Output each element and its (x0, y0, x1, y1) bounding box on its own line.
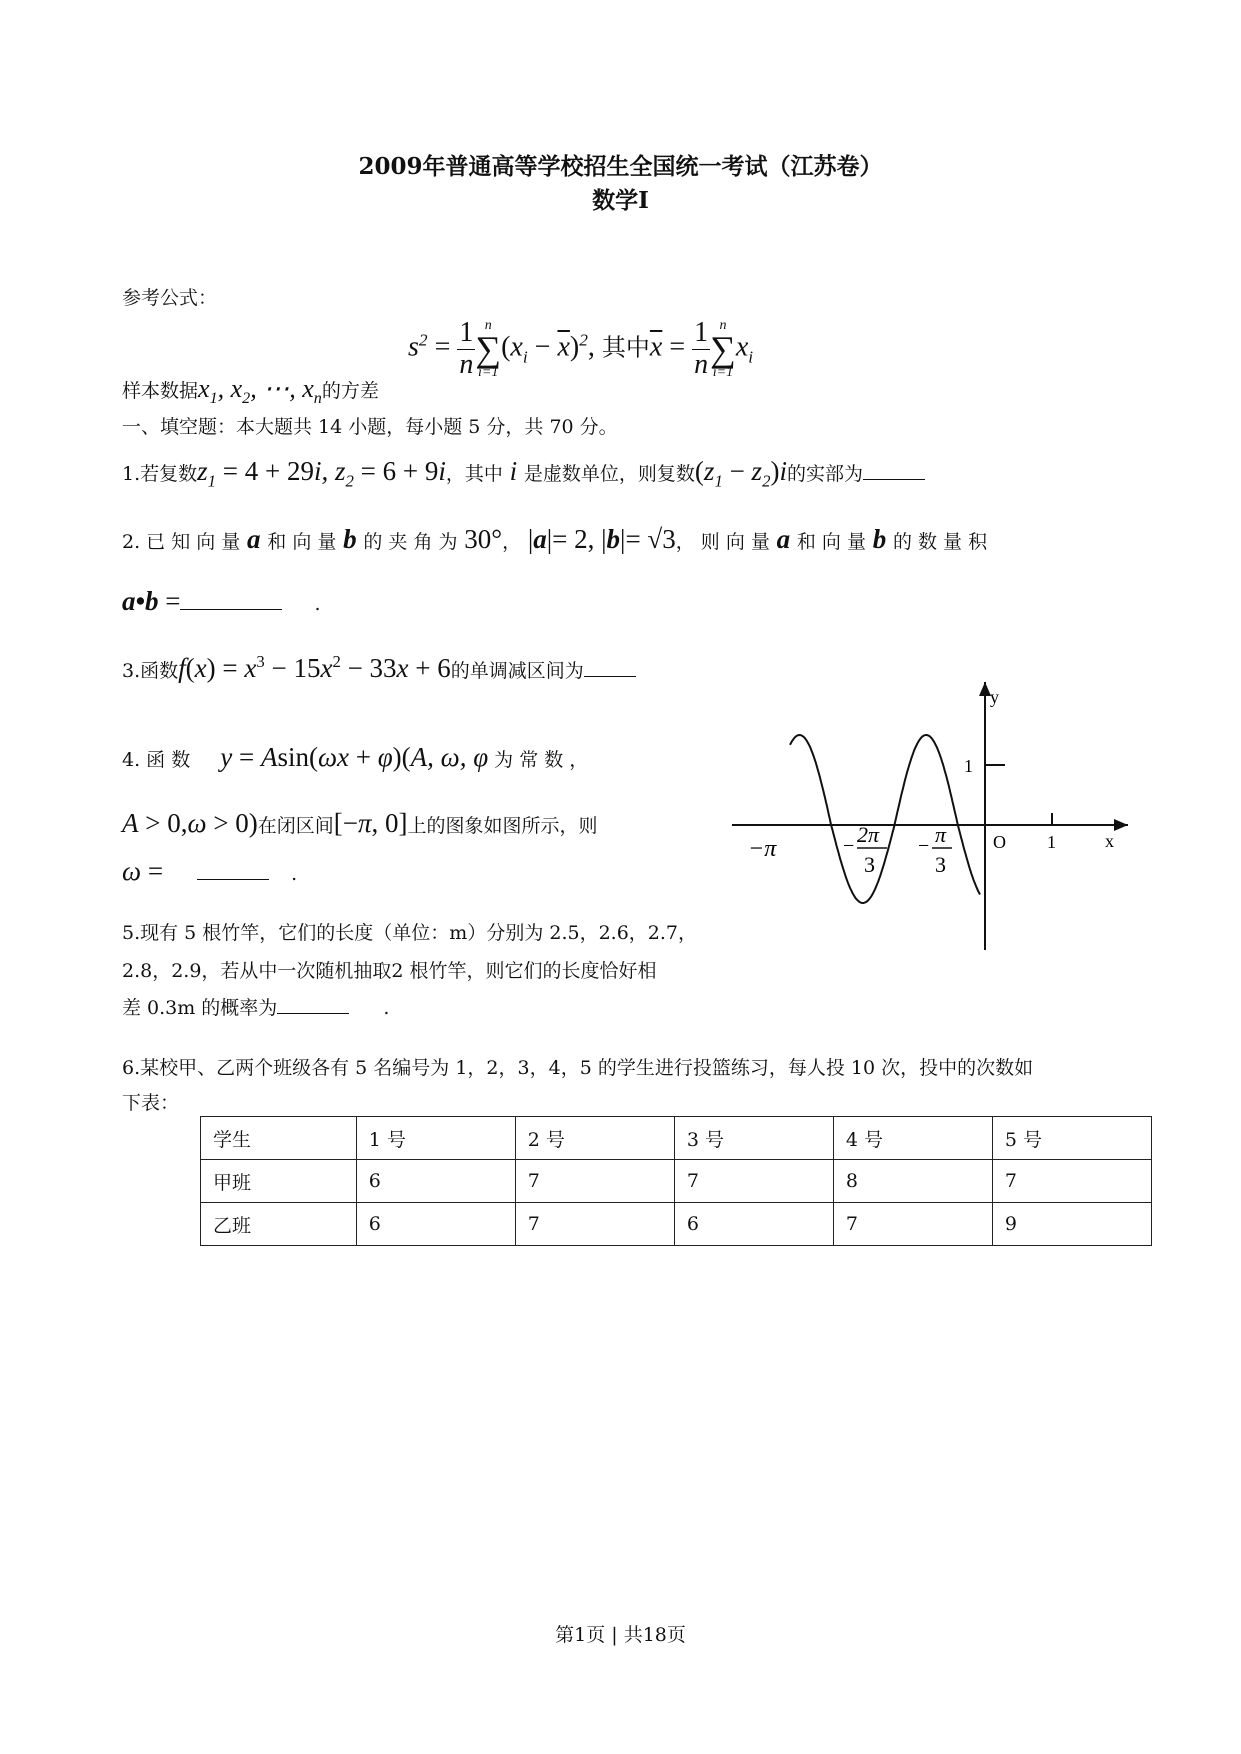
table-header-cell: 3 号 (674, 1117, 833, 1160)
pi-numerator: π (935, 822, 947, 847)
section-heading: 一、填空题：本大题共 14 小题，每小题 5 分，共 70 分。 (122, 416, 618, 438)
table-header-cell: 学生 (201, 1117, 357, 1160)
variance-formula: $s^2$ = $\frac{1}{n}$ n ∑ i=1 $(x_i - \overline{x})^2$, 其中$\overline{x}$ = $\frac{1}{n}$ n ∑ i=1 $x_i$ (408, 317, 754, 381)
question-6-line1: 6.某校甲、乙两个班级各有 5 名编号为 1，2，3，4，5 的学生进行投篮练习，每人投 10 次，投中的次数如 (122, 1057, 1034, 1079)
sample-label: 样本数据 (122, 380, 199, 402)
pi-denominator: 3 (935, 852, 946, 877)
question-2-answer: a•b = . (122, 586, 321, 616)
table-cell: 7 (515, 1160, 674, 1203)
sine-curve (790, 735, 980, 903)
question-1: 1.若复数$z_1 = 4 + 29i$, $z_2 = 6 + 9i$，其中 i 是虚数单位，则复数$(z_1 - z_2)i$的实部为 (122, 456, 925, 491)
answer-blank-5[interactable] (277, 995, 349, 1014)
question-3: 3.函数$f(x) = x^3 - 15x^2 - 33x + 6$的单调减区间为 (122, 652, 636, 684)
page-title: 2009年普通高等学校招生全国统一考试（江苏卷） (358, 153, 883, 180)
y-axis-label: y (990, 687, 999, 707)
question-5-line3: 差 0.3m 的概率为 . (122, 997, 390, 1019)
formula-heading: 参考公式： (122, 287, 218, 309)
y-one-label: 1 (964, 756, 973, 776)
x-axis-arrow (1114, 819, 1128, 831)
question-5-line2: 2.8，2.9，若从中一次随机抽取2 根竹竿，则它们的长度恰好相 (122, 960, 657, 982)
answer-blank-1[interactable] (863, 461, 925, 480)
variance-label: 的方差 (321, 380, 379, 402)
question-4-line3: ω = . (122, 856, 298, 886)
sine-graph (730, 680, 1130, 960)
table-header-cell: 5 号 (992, 1117, 1151, 1160)
question-4-line1: 4. 函 数 y = Asin(ωx + φ)(A, ω, φ 为 常 数 ， (122, 742, 589, 772)
neg-pi-over-3-minus: − (918, 835, 930, 857)
table-cell: 乙班 (201, 1203, 357, 1246)
question-5-line1: 5.现有 5 根竹竿，它们的长度（单位：m）分别为 2.5，2.6，2.7， (122, 922, 698, 944)
question-6-line2: 下表： (122, 1092, 180, 1114)
table-row (201, 1203, 1152, 1246)
table-cell: 9 (992, 1203, 1151, 1246)
origin-label: O (993, 832, 1006, 852)
neg-pi-label: −π (748, 836, 777, 862)
two-pi-denominator: 3 (864, 852, 875, 877)
table-cell: 7 (992, 1160, 1151, 1203)
table-cell: 7 (833, 1203, 992, 1246)
two-pi-numerator: 2π (857, 822, 880, 847)
table-header-cell: 2 号 (515, 1117, 674, 1160)
table-header-cell: 4 号 (833, 1117, 992, 1160)
answer-blank-2[interactable] (180, 591, 282, 610)
answer-blank-4[interactable] (197, 861, 269, 880)
variance-intro: 样本数据$x_1$, $x_2$, ⋯, $x_n$的方差 (122, 374, 379, 408)
table-cell: 6 (356, 1160, 515, 1203)
answer-blank-3[interactable] (584, 658, 636, 677)
page-footer: 第1页 | 共18页 (555, 1624, 686, 1646)
table-cell: 6 (356, 1203, 515, 1246)
table-cell: 7 (515, 1203, 674, 1246)
table-header-row (201, 1117, 1152, 1160)
question-4-line2: A > 0,ω > 0)在闭区间[−π, 0]上的图象如图所示，则 (122, 808, 598, 838)
table-cell: 7 (674, 1160, 833, 1203)
where-label: 其中 (601, 335, 650, 362)
table-cell: 6 (674, 1203, 833, 1246)
question-2: 2. 已 知 向 量 a 和 向 量 b 的 夹 角 为 30°， |a|= 2, |b|= √3， 则 向 量 a 和 向 量 b 的 数 量 积 (122, 524, 988, 554)
table-row (201, 1160, 1152, 1203)
score-table (200, 1116, 1152, 1246)
table-cell: 8 (833, 1160, 992, 1203)
page-subtitle: 数学Ⅰ (592, 187, 649, 214)
neg-two-pi-over-3-minus: − (843, 835, 855, 857)
x-one-label: 1 (1047, 832, 1056, 852)
table-cell: 甲班 (201, 1160, 357, 1203)
table-header-cell: 1 号 (356, 1117, 515, 1160)
x-axis-label: x (1105, 831, 1114, 851)
